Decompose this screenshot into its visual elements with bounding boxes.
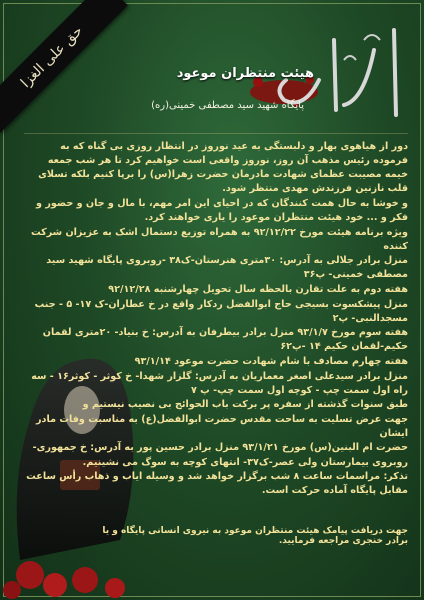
paragraph: دور از هیاهوی بهار و دلبستگی به عید نوروز در انتظار روزی بی گناه که به فرموده رئیس مذهب آن روز، نوروز واقعی است خواهیم کرد تا هر شب جمعه خیمه مصیبت عظمای شهادت مادرمان حضرت زهرا(س) را برپا کنیم بلکه تسلای قلب نازنین فرزندش مهدی منتظر شود. (38, 141, 408, 195)
paragraph: هفته دوم به علت تقارن بالحظه سال تحویل چهارشنبه ۹۲/۱۲/۲۸ (108, 283, 408, 295)
black-mourning-ribbon (0, 0, 128, 133)
paragraph: طبق سنوات گذشته از سفره پر برکت باب الحوائج بی نصیب نیستیم و (82, 399, 408, 411)
ribbon-text: حق علی الغزا (17, 22, 87, 92)
paragraph: جهت عرض تسلیت به ساحت مقدس حضرت ابوالفضل(ع) به مناسبت وفات مادر ایشان (36, 413, 408, 439)
divider (24, 133, 408, 134)
paragraph: منزل برادر جلالی به آدرس: ۳۰متری هنرستان-ک۳۸ -روبروی پایگاه شهید سید مصطفی خمینی- پ۳۶ (46, 255, 408, 281)
paragraph: تذکر: مراسمات ساعت ۸ شب برگزار خواهد شد و وسیله ایاب و ذهاب رأس ساعت مقابل پایگاه آماده حرکت است. (26, 471, 408, 497)
paragraph: ویژه برنامه هیئت مورخ ۹۲/۱۲/۲۲ به همراه توزیع دستمال اشک به عزیزان شرکت کننده (30, 226, 408, 252)
paragraph: هفته چهارم مصادف با شام شهادت حضرت موعود ۹۳/۱/۱۴ (134, 355, 408, 367)
footer-note: جهت دریافت پیامک هیئت منتظران موعود به نیروی انسانی پایگاه و یا برادر خنجری مراجعه فرمایید. (102, 526, 408, 546)
paragraph: و خوشا به حال همت کنندگان که در احیای این امر مهم، با مال و جان و حضور و فکر و ... خود هیئت منتظران موعود را یاری خواهند کرد. (36, 197, 408, 223)
base-name: پایگاه شهید سید مصطفی خمینی(ره) (151, 100, 304, 111)
paragraph: منزل برادر سیدعلی اصغر معماریان به آدرس: گلزار شهدا- خ کوثر - کوثر۱۶ - سه راه اول سمت چپ - کوچه اول سمت چپ- پ ۷ (31, 370, 408, 396)
paragraph: حضرت ام البنین(س) مورخ ۹۳/۱/۲۱ منزل برادر حسین پور به آدرس: خ جمهوری-روبروی بیمارستان ولی عصر-ک۳۷- انتهای کوچه به سوگ می نشینیم. (32, 442, 408, 468)
paragraph: منزل پیشکسوت بسیجی حاج ابوالفضل ردکار واقع در خ عطاران-ک ۱۷- ۵ - جنب مسجدالنبی- پ۲ (34, 298, 408, 324)
paragraph: هفته سوم مورخ ۹۳/۱/۷ منزل برادر بیطرفان به آدرس: خ بنیاد- ۲۰متری لقمان حکیم-لقمان حکیم ۱۴ -پ۶۲ (42, 327, 408, 353)
announcement-text (24, 140, 408, 499)
group-title: هیئت منتظران موعود (176, 66, 314, 81)
